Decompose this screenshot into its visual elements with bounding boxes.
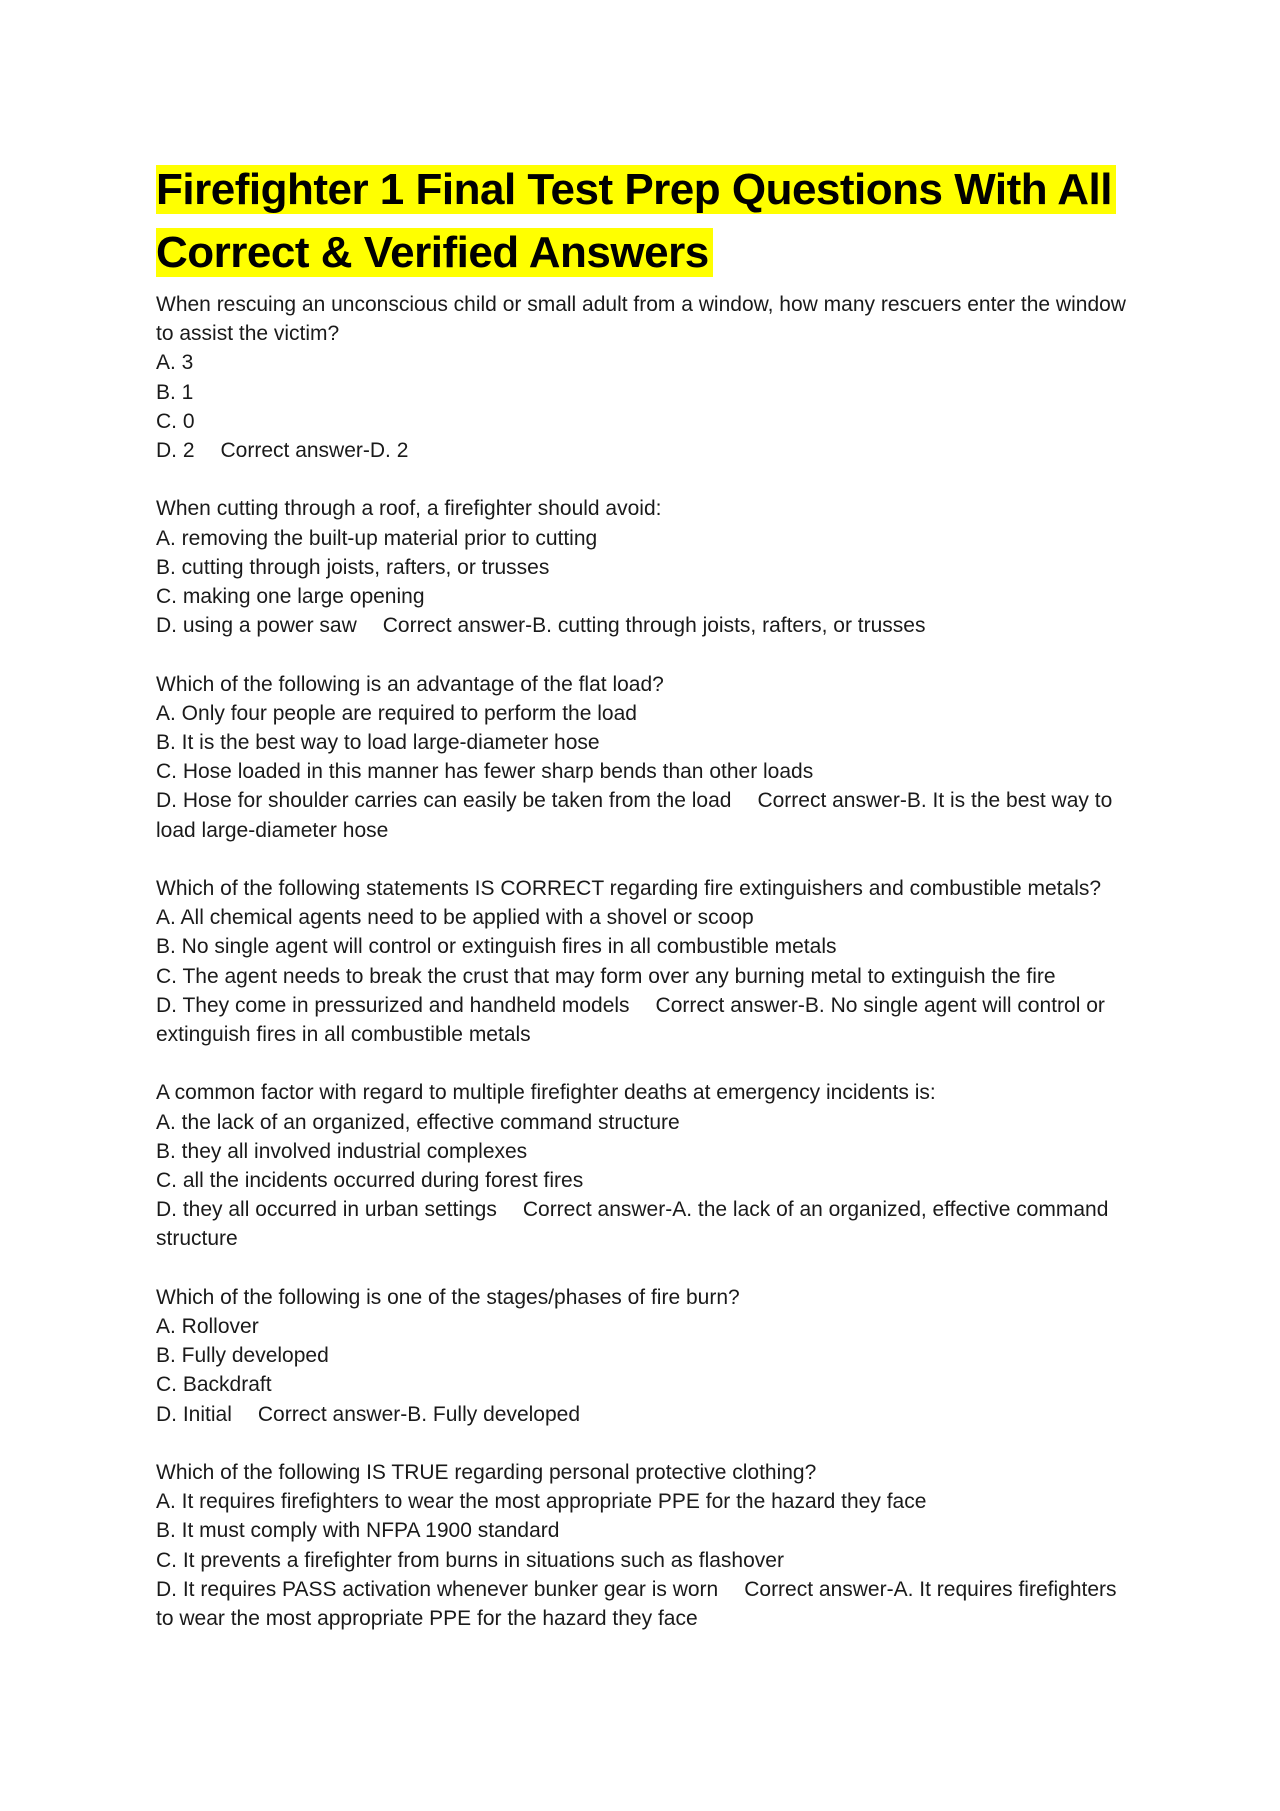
answer-prefix: Correct answer-: [522, 1198, 673, 1222]
question-text: When cutting through a roof, a firefighter should avoid:: [156, 497, 662, 521]
option-c: C. making one large opening: [156, 585, 425, 609]
option-d: D. They come in pressurized and handheld models: [156, 993, 630, 1017]
question-text: Which of the following IS TRUE regarding personal protective clothing?: [156, 1461, 817, 1485]
question-text: Which of the following is an advantage of the flat load?: [156, 672, 664, 696]
correct-answer: B. Fully developed: [407, 1402, 581, 1426]
option-a: A. 3: [156, 351, 194, 375]
option-a: A. Rollover: [156, 1315, 259, 1339]
option-b: B. It is the best way to load large-diameter hose: [156, 731, 600, 755]
document-title-text: Firefighter 1 Final Test Prep Questions With All Correct & Verified Answers: [156, 165, 1116, 277]
option-a: A. the lack of an organized, effective command structure: [156, 1110, 680, 1134]
option-b: B. they all involved industrial complexes: [156, 1139, 528, 1163]
option-d-with-answer: [156, 786, 1136, 844]
document-page: [156, 158, 1136, 1662]
option-c: C. all the incidents occurred during forest fires: [156, 1169, 584, 1193]
answer-prefix: Correct answer-: [382, 614, 533, 638]
option-d-with-answer: [156, 1400, 1136, 1429]
answer-prefix: Correct answer-: [220, 439, 370, 463]
answer-prefix: Correct answer-: [655, 993, 805, 1017]
question-block: [156, 1078, 1136, 1253]
option-b: B. 1: [156, 380, 194, 404]
option-d: D. using a power saw: [156, 614, 357, 638]
correct-answer: B. No single agent will control or extinguish fires in all combustible metals: [156, 993, 1105, 1047]
question-block: [156, 670, 1136, 845]
correct-answer: A. It requires firefighters to wear the most appropriate PPE for the hazard they face: [156, 1577, 1117, 1631]
correct-answer: B. cutting through joists, rafters, or trusses: [532, 614, 926, 638]
question-list: [156, 290, 1136, 1633]
option-b: B. Fully developed: [156, 1344, 329, 1368]
question-text: When rescuing an unconscious child or small adult from a window, how many rescuers enter the window to assist the victim?: [156, 293, 1126, 346]
option-b: B. It must comply with NFPA 1900 standard: [156, 1519, 560, 1543]
option-a: A. removing the built-up material prior to cutting: [156, 526, 598, 550]
option-c: C. The agent needs to break the crust that may form over any burning metal to extinguish the fire: [156, 964, 1056, 988]
option-d-with-answer: [156, 1195, 1136, 1253]
option-c: C. Backdraft: [156, 1373, 272, 1397]
question-text: A common factor with regard to multiple firefighter deaths at emergency incidents is:: [156, 1081, 936, 1105]
option-a: A. All chemical agents need to be applied with a shovel or scoop: [156, 906, 754, 930]
option-c: C. Hose loaded in this manner has fewer sharp bends than other loads: [156, 760, 814, 784]
option-d: D. Initial: [156, 1402, 232, 1426]
option-a: A. Only four people are required to perform the load: [156, 701, 637, 725]
correct-answer: A. the lack of an organized, effective command structure: [156, 1198, 1109, 1251]
correct-answer: B. It is the best way to load large-diameter hose: [156, 789, 1113, 842]
option-b: B. No single agent will control or extinguish fires in all combustible metals: [156, 935, 837, 959]
question-text: Which of the following is one of the stages/phases of fire burn?: [156, 1285, 740, 1309]
question-block: [156, 874, 1136, 1049]
option-d-with-answer: [156, 436, 1136, 465]
option-b: B. cutting through joists, rafters, or trusses: [156, 555, 550, 579]
option-c: C. 0: [156, 409, 195, 433]
question-block: [156, 1458, 1136, 1633]
option-c: C. It prevents a firefighter from burns in situations such as flashover: [156, 1548, 784, 1572]
option-a: A. It requires firefighters to wear the most appropriate PPE for the hazard they face: [156, 1490, 927, 1514]
question-block: [156, 1283, 1136, 1429]
answer-prefix: Correct answer-: [257, 1402, 408, 1426]
option-d-with-answer: [156, 611, 1136, 640]
option-d: D. Hose for shoulder carries can easily be taken from the load: [156, 789, 732, 813]
option-d-with-answer: [156, 991, 1136, 1049]
option-d: D. It requires PASS activation whenever bunker gear is worn: [156, 1577, 719, 1601]
option-d: D. they all occurred in urban settings: [156, 1198, 497, 1222]
question-block: [156, 290, 1136, 465]
document-title: [156, 158, 1136, 284]
answer-prefix: Correct answer-: [757, 789, 907, 813]
option-d-with-answer: [156, 1575, 1136, 1633]
option-d: D. 2: [156, 439, 195, 463]
question-block: [156, 494, 1136, 640]
answer-prefix: Correct answer-: [744, 1577, 894, 1601]
correct-answer: D. 2: [369, 439, 409, 463]
question-text: Which of the following statements IS CORRECT regarding fire extinguishers and combustible metals?: [156, 877, 1102, 901]
